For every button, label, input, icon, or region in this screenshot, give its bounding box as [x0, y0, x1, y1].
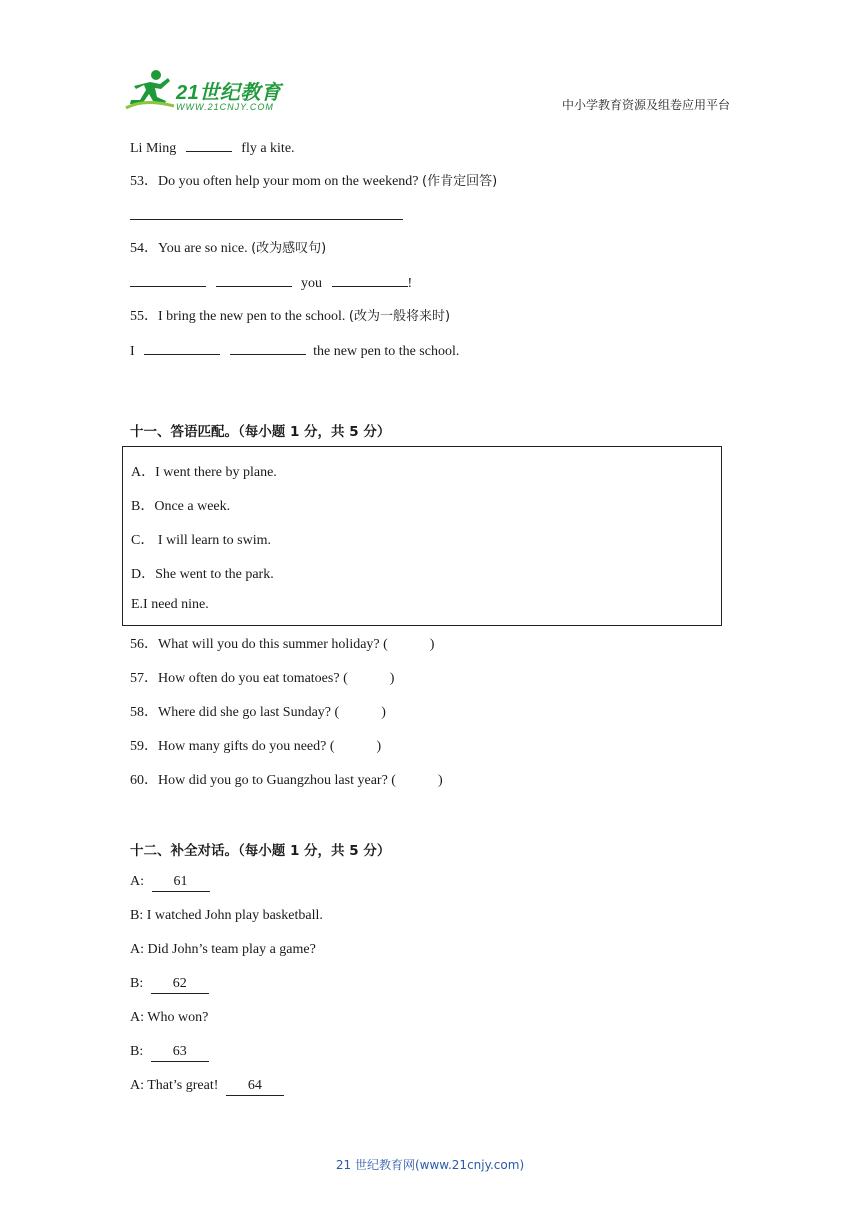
answer-blank[interactable] — [144, 342, 220, 355]
platform-caption: 中小学教育资源及组卷应用平台 — [561, 98, 730, 112]
answer-word: the new pen to the school. — [313, 344, 460, 359]
answer-word: I — [130, 344, 135, 359]
dialogue-line-5 — [130, 1009, 208, 1027]
answer-55 — [130, 342, 459, 361]
dialogue-blank-64[interactable]: 64 — [226, 1077, 284, 1096]
logo-text: 21世纪教育 — [176, 82, 282, 104]
question-59 — [130, 738, 381, 756]
question-57 — [130, 670, 394, 688]
dialogue-blank-62[interactable]: 62 — [151, 975, 209, 994]
dialogue-text: That’s great! — [147, 1078, 219, 1093]
answer-54 — [130, 274, 412, 293]
dialogue-line-7 — [130, 1077, 284, 1096]
question-54 — [130, 240, 326, 258]
question-58 — [130, 704, 386, 722]
option-c: C． I will learn to swim. — [131, 533, 271, 548]
question-text: How did you go to Guangzhou last year? ( — [158, 773, 396, 788]
dialogue-text: Who won? — [147, 1010, 209, 1025]
dialogue-blank-63[interactable]: 63 — [151, 1043, 209, 1062]
question-number: 53． — [130, 174, 158, 189]
speaker-label: A: — [130, 942, 144, 957]
question-60 — [130, 772, 443, 790]
section-eleven-title: 十一、答语匹配。（每小题 1 分，共 5 分） — [130, 424, 391, 440]
question-text: What will you do this summer holiday? ( — [158, 637, 388, 652]
answer-punctuation: ! — [407, 276, 413, 291]
question-number: 54． — [130, 241, 158, 256]
paren-close: ) — [376, 739, 382, 754]
dialogue-text: I watched John play basketball. — [146, 908, 323, 923]
dialogue-line-3 — [130, 941, 316, 959]
dialogue-line-6 — [130, 1043, 209, 1062]
dialogue-line-1 — [130, 873, 210, 892]
answer-word: you — [301, 276, 322, 291]
question-text: Where did she go last Sunday? ( — [158, 705, 340, 720]
question-text: You are so nice. — [158, 241, 248, 256]
paren-close: ) — [389, 671, 395, 686]
answer-blank[interactable] — [130, 274, 206, 287]
question-number: 56． — [130, 637, 158, 652]
runner-logo-icon — [124, 68, 178, 114]
speaker-label: B: — [130, 908, 144, 923]
speaker-label: B: — [130, 976, 144, 991]
question-instruction: (改为感叹句) — [251, 241, 327, 256]
option-b: B．Once a week. — [131, 499, 231, 514]
dialogue-line-2 — [130, 907, 323, 925]
dialogue-line-4 — [130, 975, 209, 994]
paren-close: ) — [381, 705, 386, 720]
option-e: E.I need nine. — [131, 597, 209, 612]
speaker-label: A: — [130, 1078, 144, 1093]
question-text: How many gifts do you need? ( — [158, 739, 335, 754]
question-number: 57． — [130, 671, 158, 686]
options-box — [122, 446, 722, 626]
question-text: Do you often help your mom on the weekend? — [158, 174, 419, 189]
liming-line — [130, 139, 295, 158]
option-a: A．I went there by plane. — [131, 465, 277, 480]
question-text: I bring the new pen to the school. — [158, 309, 346, 324]
question-53 — [130, 173, 497, 191]
answer-blank[interactable] — [230, 342, 306, 355]
answer-blank[interactable] — [332, 274, 408, 287]
answer-blank[interactable] — [216, 274, 292, 287]
question-55 — [130, 308, 450, 326]
question-instruction: (作肯定回答) — [422, 174, 498, 189]
question-56 — [130, 636, 434, 654]
question-number: 58． — [130, 705, 158, 720]
paren-close: ) — [437, 773, 443, 788]
paren-close: ) — [429, 637, 435, 652]
speaker-label: A: — [130, 874, 144, 889]
question-number: 60． — [130, 773, 158, 788]
speaker-label: A: — [130, 1010, 144, 1025]
site-logo — [124, 68, 294, 114]
question-instruction: (改为一般将来时) — [348, 309, 451, 324]
answer-blank[interactable] — [186, 139, 232, 152]
speaker-label: B: — [130, 1044, 144, 1059]
question-number: 55． — [130, 309, 158, 324]
liming-suffix: fly a kite. — [241, 141, 295, 156]
option-d: D．She went to the park. — [131, 567, 274, 582]
page-footer: 21 世纪教育网(www.21cnjy.com) — [335, 1158, 525, 1172]
question-number: 59． — [130, 739, 158, 754]
dialogue-blank-61[interactable]: 61 — [152, 873, 210, 892]
question-text: How often do you eat tomatoes? ( — [158, 671, 348, 686]
section-twelve-title: 十二、补全对话。（每小题 1 分，共 5 分） — [130, 843, 391, 859]
logo-url: WWW.21CNJY.COM — [176, 102, 274, 112]
liming-prefix: Li Ming — [130, 141, 177, 156]
answer-line-53[interactable] — [130, 219, 403, 220]
dialogue-text: Did John’s team play a game? — [147, 942, 316, 957]
